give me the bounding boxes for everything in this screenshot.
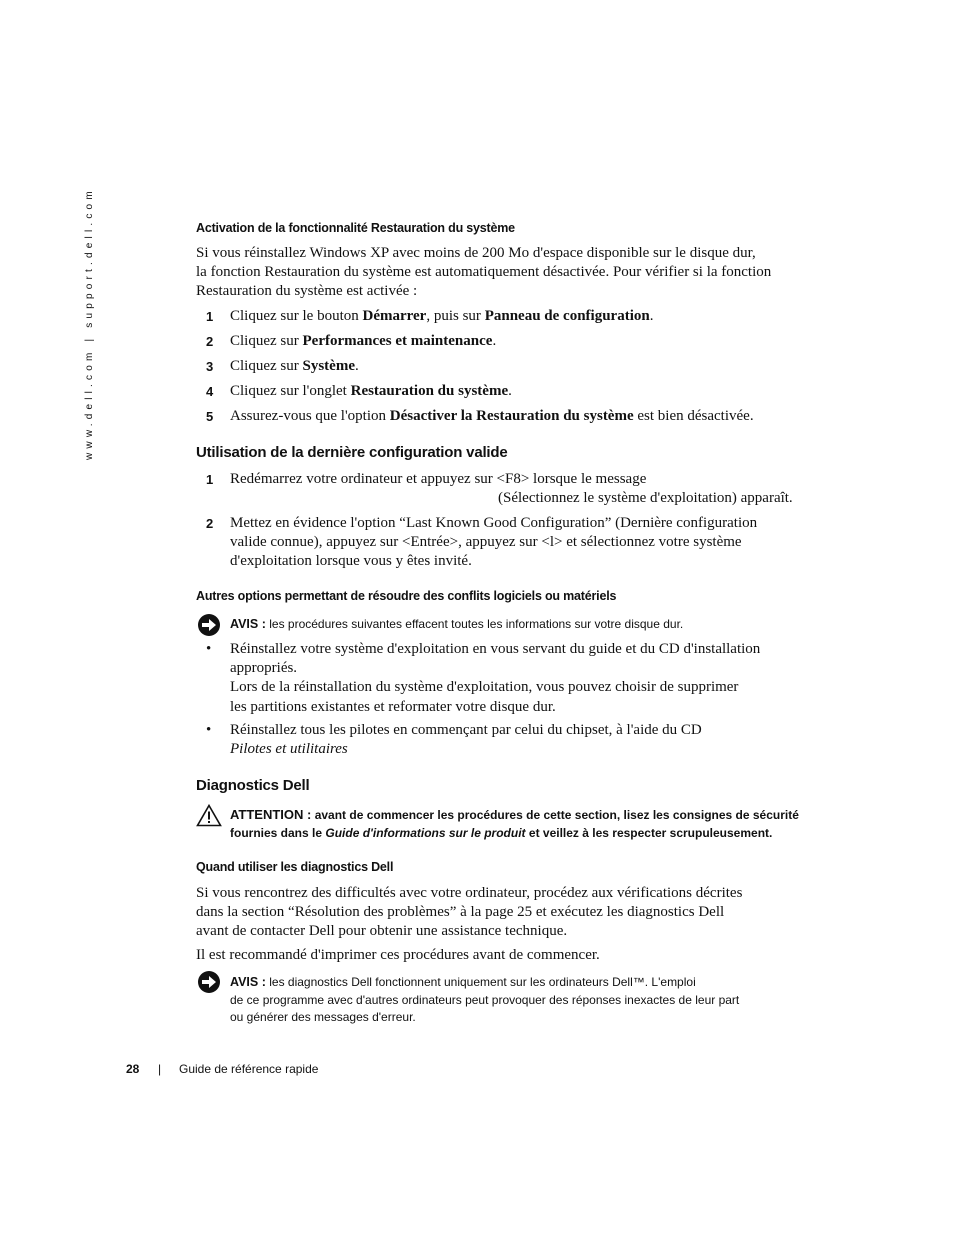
heading-restauration: Activation de la fonctionnalité Restauration du système bbox=[196, 221, 515, 235]
notice-text bbox=[230, 616, 683, 634]
step-number: 2 bbox=[206, 334, 214, 349]
step-text-part: Cliquez sur bbox=[230, 358, 303, 374]
step-text-part: Cliquez sur l'onglet bbox=[230, 383, 351, 399]
step-text bbox=[230, 357, 359, 376]
side-url: www.dell.com | support.dell.com bbox=[84, 187, 95, 460]
step-text-part: . bbox=[508, 383, 512, 399]
step-text bbox=[230, 382, 512, 401]
heading-diagnostics-dell: Diagnostics Dell bbox=[196, 777, 310, 794]
notice-body: les procédures suivantes effacent toutes les informations sur votre disque dur. bbox=[265, 617, 684, 631]
footer-separator: | bbox=[158, 1062, 162, 1076]
step-number: 5 bbox=[206, 409, 214, 424]
intro-paragraph bbox=[196, 244, 771, 302]
step-line: d'exploitation lorsque vous y êtes invité. bbox=[230, 553, 472, 570]
ui-term: Panneau de configuration bbox=[484, 308, 650, 324]
step-text-part: Cliquez sur le bouton bbox=[230, 308, 363, 324]
caution-text bbox=[230, 806, 799, 842]
bullet-mark: • bbox=[206, 722, 212, 738]
page-number: 28 bbox=[126, 1062, 140, 1076]
step-number: 1 bbox=[206, 309, 214, 324]
intro-line: la fonction Restauration du système est automatiquement désactivée. Pour vérifier si la fonction bbox=[196, 264, 772, 281]
bullet-line: Pilotes et utilitaires bbox=[230, 741, 348, 758]
paragraph-line: dans la section “Résolution des problèmes” à la page 25 et exécutez les diagnostics Dell bbox=[196, 904, 725, 921]
bullet-mark: • bbox=[206, 641, 212, 657]
ui-term: Restauration du système bbox=[350, 383, 509, 399]
step-text bbox=[230, 514, 757, 572]
guide-title: Guide d'informations sur le produit bbox=[325, 825, 526, 840]
bullet-line: appropriés. bbox=[230, 660, 298, 677]
caution-label: ATTENTION : bbox=[230, 807, 312, 822]
bullet-line: Lors de la réinstallation du système d'exploitation, vous pouvez choisir de supprimer bbox=[230, 679, 739, 696]
notice-body: les diagnostics Dell fonctionnent uniquement sur les ordinateurs Dell™. L'emploi bbox=[265, 975, 696, 989]
step-text-part: Cliquez sur bbox=[230, 333, 303, 349]
step-text bbox=[230, 470, 793, 508]
print-advice: Il est recommandé d'imprimer ces procédures avant de commencer. bbox=[196, 947, 600, 963]
step-line: Redémarrez votre ordinateur et appuyez sur <F8> lorsque le message bbox=[230, 471, 647, 487]
notice-label: AVIS : bbox=[230, 975, 266, 989]
step-text-part: est bien désactivée. bbox=[633, 408, 754, 424]
step-line: Mettez en évidence l'option “Last Known Good Configuration” (Dernière configuration bbox=[230, 515, 758, 531]
bullet-text bbox=[230, 721, 702, 759]
step-number: 2 bbox=[206, 516, 214, 531]
notice-text bbox=[230, 974, 739, 1027]
ui-term: Performances et maintenance bbox=[302, 333, 493, 349]
step-text bbox=[230, 307, 653, 326]
caution-body: fournies dans le bbox=[230, 825, 326, 840]
caution-body: avant de commencer les procédures de cette section, lisez les consignes de sécurité bbox=[311, 808, 799, 822]
bullet-line: Réinstallez tous les pilotes en commençant par celui du chipset, à l'aide du CD bbox=[230, 722, 702, 738]
step-text bbox=[230, 407, 754, 426]
paragraph-line: avant de contacter Dell pour obtenir une assistance technique. bbox=[196, 923, 568, 940]
ui-term: Désactiver la Restauration du système bbox=[389, 408, 634, 424]
notice-body: ou générer des messages d'erreur. bbox=[230, 1010, 416, 1024]
step-number: 4 bbox=[206, 384, 214, 399]
ui-term: Système bbox=[302, 358, 355, 374]
step-text-part: . bbox=[355, 358, 359, 374]
notice-arrow-icon bbox=[197, 613, 221, 642]
step-text bbox=[230, 332, 496, 351]
intro-line: Si vous réinstallez Windows XP avec moins de 200 Mo d'espace disponible sur le disque dur, bbox=[196, 245, 756, 261]
diagnostics-paragraph bbox=[196, 884, 742, 942]
step-text-part: , puis sur bbox=[426, 308, 485, 324]
heading-quand-utiliser: Quand utiliser les diagnostics Dell bbox=[196, 860, 394, 874]
caution-triangle-icon bbox=[196, 804, 222, 832]
step-text-part: Assurez-vous que l'option bbox=[230, 408, 390, 424]
bullet-line: Réinstallez votre système d'exploitation en vous servant du guide et du CD d'installation bbox=[230, 641, 761, 657]
step-number: 3 bbox=[206, 359, 214, 374]
ui-term: Démarrer bbox=[362, 308, 427, 324]
step-number: 1 bbox=[206, 472, 214, 487]
notice-body: de ce programme avec d'autres ordinateurs peut provoquer des réponses inexactes de leur part bbox=[230, 992, 740, 1007]
bullet-line: les partitions existantes et reformater votre disque dur. bbox=[230, 698, 556, 715]
step-text-part: . bbox=[492, 333, 497, 349]
intro-line: Restauration du système est activée : bbox=[196, 283, 418, 300]
heading-derniere-configuration: Utilisation de la dernière configuration valide bbox=[196, 444, 508, 461]
notice-arrow-icon bbox=[197, 970, 221, 999]
heading-autres-options: Autres options permettant de résoudre des conflits logiciels ou matériels bbox=[196, 589, 617, 603]
step-line: valide connue), appuyez sur <Entrée>, appuyez sur <l> et sélectionnez votre système bbox=[230, 534, 742, 551]
step-text-part: . bbox=[649, 308, 654, 324]
step-line: (Sélectionnez le système d'exploitation) apparaît. bbox=[498, 490, 793, 507]
paragraph-line: Si vous rencontrez des difficultés avec votre ordinateur, procédez aux vérifications décrites bbox=[196, 885, 743, 901]
footer-title: Guide de référence rapide bbox=[179, 1062, 319, 1076]
bullet-text bbox=[230, 640, 760, 717]
caution-body: et veillez à les respecter scrupuleusement. bbox=[525, 825, 773, 840]
notice-label: AVIS : bbox=[230, 617, 266, 631]
